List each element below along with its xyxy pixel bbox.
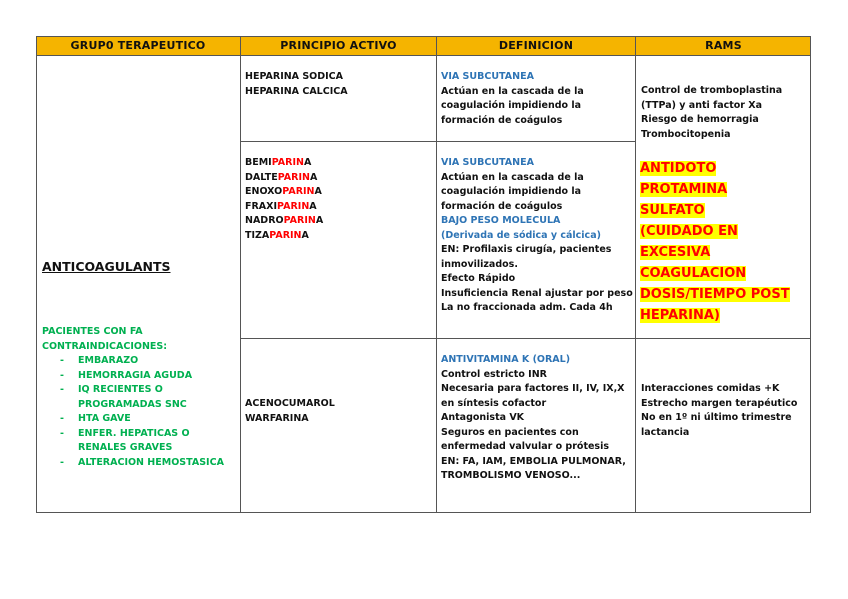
definition-line: Actúan en la cascada de la xyxy=(441,171,584,183)
drug-name: ENOXOPARINA xyxy=(245,186,322,197)
group-title: ANTICOAGULANTS xyxy=(42,259,171,274)
detail-line: EN: Profilaxis cirugía, pacientes xyxy=(441,244,612,255)
header-principio-activo: PRINCIPIO ACTIVO xyxy=(241,36,436,55)
drug-name: DALTEPARINA xyxy=(245,171,318,183)
drug-name: TIZAPARINA xyxy=(245,229,309,241)
rams-line: (TTPa) y anti factor Xa xyxy=(641,99,763,111)
list-item: - IQ RECIENTES O xyxy=(60,384,163,395)
row1-drugs xyxy=(245,70,348,99)
detail-line: inmovilizados. xyxy=(441,258,518,270)
definition-line: Control estricto INR xyxy=(441,368,547,380)
detail-line: Insuficiencia Renal ajustar por peso xyxy=(441,287,633,299)
antidote-warning xyxy=(640,158,808,326)
table-border-bottom xyxy=(36,512,811,513)
rams-line: No en 1º ni último trimestre xyxy=(641,412,792,423)
row3-drugs xyxy=(245,397,335,426)
definition-line: coagulación impidiendo la xyxy=(441,186,582,197)
definition-line: Actúan en la cascada de la xyxy=(441,85,584,97)
antidote-line: COAGULACION xyxy=(640,266,747,281)
header-rams: RAMS xyxy=(636,36,811,55)
list-item: - ALTERACION HEMOSTASICA xyxy=(60,456,224,468)
route-label: VIA SUBCUTANEA xyxy=(441,157,534,168)
definition-line: formación de coágulos xyxy=(441,114,563,126)
route-label: ANTIVITAMINA K (ORAL) xyxy=(441,354,571,365)
row-divider xyxy=(240,141,636,142)
table-border-top xyxy=(36,36,811,37)
subtype-note: (Derivada de sódica y cálcica) xyxy=(441,229,601,241)
rams-line: Interacciones comidas +K xyxy=(641,383,780,394)
header-divider xyxy=(36,55,811,56)
detail-line: Efecto Rápido xyxy=(441,273,516,284)
antidote-line: SULFATO xyxy=(640,203,705,218)
list-item: - ENFER. HEPATICAS O xyxy=(60,427,190,439)
column-divider xyxy=(240,36,241,513)
antidote-line: HEPARINA) xyxy=(640,308,720,323)
detail-line: La no fraccionada adm. Cada 4h xyxy=(441,302,613,313)
rams-line: Riesgo de hemorragia xyxy=(641,114,759,125)
definition-line: Seguros en pacientes con xyxy=(441,426,579,438)
drug-name: BEMIPARINA xyxy=(245,157,312,168)
table-border-left xyxy=(36,36,37,513)
definition-line: en síntesis cofactor xyxy=(441,397,547,409)
drug-table xyxy=(36,36,811,513)
definition-line: Antagonista VK xyxy=(441,412,525,423)
list-item-continuation: RENALES GRAVES xyxy=(78,442,173,453)
definition-line: TROMBOLISMO VENOSO... xyxy=(441,470,581,481)
definition-line: coagulación impidiendo la xyxy=(441,100,582,111)
column-divider xyxy=(635,36,636,513)
rams-line: lactancia xyxy=(641,426,690,438)
row3-definition xyxy=(441,353,626,484)
definition-line: enfermedad valvular o prótesis xyxy=(441,441,609,452)
row-divider xyxy=(240,338,811,339)
contraindication-list xyxy=(42,354,224,470)
list-item: - EMBARAZO xyxy=(60,355,139,366)
drug-name: FRAXIPARINA xyxy=(245,200,317,212)
antidote-line: EXCESIVA xyxy=(640,245,711,260)
row2-drugs xyxy=(245,156,323,243)
rams-vka xyxy=(641,382,797,440)
note-line: PACIENTES CON FA xyxy=(42,326,143,337)
definition-line: EN: FA, IAM, EMBOLIA PULMONAR, xyxy=(441,455,626,467)
list-item: - HEMORRAGIA AGUDA xyxy=(60,369,193,381)
drug-name: HEPARINA SODICA xyxy=(245,71,344,82)
column-divider xyxy=(436,36,437,513)
drug-name: WARFARINA xyxy=(245,412,309,424)
antidote-line: PROTAMINA xyxy=(640,182,728,197)
note-line: CONTRAINDICACIONES: xyxy=(42,340,168,352)
subtype-label: BAJO PESO MOLECULA xyxy=(441,215,561,226)
header-grupo-terapeutico: GRUP0 TERAPEUTICO xyxy=(36,36,240,55)
antidote-line: DOSIS/TIEMPO POST xyxy=(640,287,790,302)
rams-heparin xyxy=(641,84,782,142)
list-item-continuation: PROGRAMADAS SNC xyxy=(78,398,187,410)
rams-line: Control de tromboplastina xyxy=(641,85,783,96)
antidote-line: (CUIDADO EN xyxy=(640,224,738,239)
rams-line: Estrecho margen terapéutico xyxy=(641,397,798,409)
definition-line: formación de coágulos xyxy=(441,200,563,212)
row1-definition xyxy=(441,70,584,128)
row2-definition xyxy=(441,156,633,316)
antidote-line: ANTIDOTO xyxy=(640,161,717,176)
list-item: - HTA GAVE xyxy=(60,413,131,424)
drug-name: ACENOCUMAROL xyxy=(245,398,335,409)
header-definicion: DEFINICION xyxy=(437,36,635,55)
definition-line: Necesaria para factores II, IV, IX,X xyxy=(441,383,625,394)
table-border-right xyxy=(810,36,811,513)
route-label: VIA SUBCUTANEA xyxy=(441,71,534,82)
drug-name: NADROPARINA xyxy=(245,215,324,226)
rams-line: Trombocitopenia xyxy=(641,128,731,140)
drug-name: HEPARINA CALCICA xyxy=(245,85,348,97)
group-notes xyxy=(42,325,224,470)
